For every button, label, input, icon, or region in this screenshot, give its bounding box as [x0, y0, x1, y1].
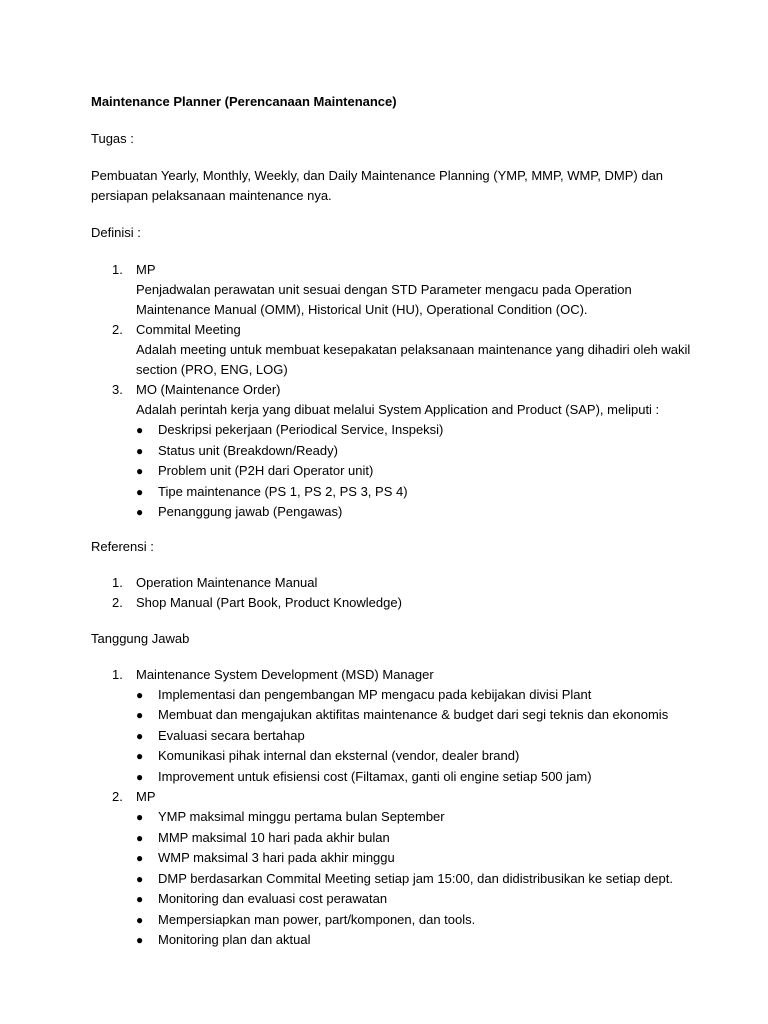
- tugas-line: persiapan pelaksanaan maintenance nya.: [91, 188, 332, 203]
- bullet-icon: ●: [136, 769, 144, 784]
- item-number: 1.: [112, 666, 123, 682]
- definisi-list: [91, 260, 691, 522]
- referensi-heading: Referensi :: [91, 538, 154, 554]
- item-term: Commital Meeting: [136, 322, 241, 337]
- list-item: [91, 380, 691, 522]
- item-term: MO (Maintenance Order): [136, 382, 281, 397]
- tanggung-jawab-heading: Tanggung Jawab: [91, 630, 190, 646]
- item-number: 1.: [112, 574, 123, 590]
- definisi-heading: Definisi :: [91, 225, 141, 240]
- list-item: [91, 320, 691, 380]
- bullet-item: ● Deskripsi pekerjaan (Periodical Service, Inspeksi): [136, 420, 691, 440]
- bullet-icon: ●: [136, 728, 144, 743]
- bullet-item: ● WMP maksimal 3 hari pada akhir minggu: [136, 848, 691, 868]
- item-number: 3.: [112, 382, 123, 397]
- bullet-item: ● Monitoring plan dan aktual: [136, 930, 691, 950]
- item-line: section (PRO, ENG, LOG): [136, 362, 288, 377]
- item-line: Penjadwalan perawatan unit sesuai dengan STD Parameter mengacu pada Operation: [136, 282, 632, 297]
- tugas-heading: Tugas :: [91, 131, 134, 146]
- item-number: 1.: [112, 262, 123, 277]
- referensi-list: [91, 573, 691, 613]
- tanggung-jawab-list: [91, 665, 691, 951]
- list-item: [91, 593, 691, 613]
- bullet-item: ● Mempersiapkan man power, part/komponen, dan tools.: [136, 910, 691, 930]
- bullet-item: ● Tipe maintenance (PS 1, PS 2, PS 3, PS 4): [136, 482, 691, 502]
- bullet-list: [136, 420, 691, 522]
- bullet-item: ● YMP maksimal minggu pertama bulan September: [136, 807, 691, 827]
- bullet-icon: ●: [136, 871, 144, 886]
- item-term: MP: [136, 262, 156, 277]
- document-page: [91, 92, 691, 951]
- item-line: Maintenance Manual (OMM), Historical Unit (HU), Operational Condition (OC).: [136, 302, 588, 317]
- list-item: [91, 665, 691, 787]
- bullet-item: ● Implementasi dan pengembangan MP mengacu pada kebijakan divisi Plant: [136, 685, 691, 705]
- item-text: Shop Manual (Part Book, Product Knowledge): [136, 594, 402, 610]
- bullet-item: ● Problem unit (P2H dari Operator unit): [136, 461, 691, 481]
- item-term: Maintenance System Development (MSD) Manager: [136, 666, 434, 682]
- bullet-icon: ●: [136, 687, 144, 702]
- bullet-list: [136, 807, 691, 950]
- bullet-icon: ●: [136, 464, 144, 478]
- bullet-item: ● MMP maksimal 10 hari pada akhir bulan: [136, 828, 691, 848]
- bullet-item: ● Evaluasi secara bertahap: [136, 726, 691, 746]
- item-number: 2.: [112, 322, 123, 337]
- bullet-item: ● Penanggung jawab (Pengawas): [136, 502, 691, 522]
- document-title: Maintenance Planner (Perencanaan Maintenance): [91, 94, 397, 109]
- item-text: Operation Maintenance Manual: [136, 574, 318, 590]
- item-term: MP: [136, 789, 156, 804]
- list-item: [91, 787, 691, 950]
- bullet-item: ● Membuat dan mengajukan aktifitas maintenance & budget dari segi teknis dan ekonomis: [136, 705, 691, 725]
- bullet-icon: ●: [136, 484, 144, 499]
- bullet-icon: ●: [136, 443, 144, 458]
- bullet-list: [136, 685, 691, 787]
- bullet-item: ● Improvement untuk efisiensi cost (Filtamax, ganti oli engine setiap 500 jam): [136, 767, 691, 787]
- bullet-icon: ●: [136, 505, 144, 519]
- item-number: 2.: [112, 594, 123, 610]
- bullet-icon: ●: [136, 851, 144, 865]
- bullet-item: ● Komunikasi pihak internal dan eksternal (vendor, dealer brand): [136, 746, 691, 766]
- tugas-line: Pembuatan Yearly, Monthly, Weekly, dan Daily Maintenance Planning (YMP, MMP, WMP, DMP) dan: [91, 168, 664, 183]
- bullet-icon: ●: [136, 933, 144, 947]
- item-line: Adalah meeting untuk membuat kesepakatan pelaksanaan maintenance yang dihadiri oleh wakil: [136, 342, 691, 357]
- bullet-icon: ●: [136, 749, 144, 763]
- bullet-icon: ●: [136, 423, 144, 437]
- bullet-icon: ●: [136, 708, 144, 722]
- list-item: [91, 573, 691, 593]
- item-number: 2.: [112, 789, 123, 804]
- bullet-item: ● Monitoring dan evaluasi cost perawatan: [136, 889, 691, 909]
- item-line: Adalah perintah kerja yang dibuat melalui System Application and Product (SAP), meliputi :: [136, 402, 660, 417]
- bullet-icon: ●: [136, 830, 144, 845]
- list-item: [91, 260, 691, 320]
- bullet-item: ● DMP berdasarkan Commital Meeting setiap jam 15:00, dan didistribusikan ke setiap dept.: [136, 869, 691, 889]
- bullet-icon: ●: [136, 912, 144, 927]
- bullet-icon: ●: [136, 810, 144, 824]
- bullet-item: ● Status unit (Breakdown/Ready): [136, 441, 691, 461]
- bullet-icon: ●: [136, 892, 144, 906]
